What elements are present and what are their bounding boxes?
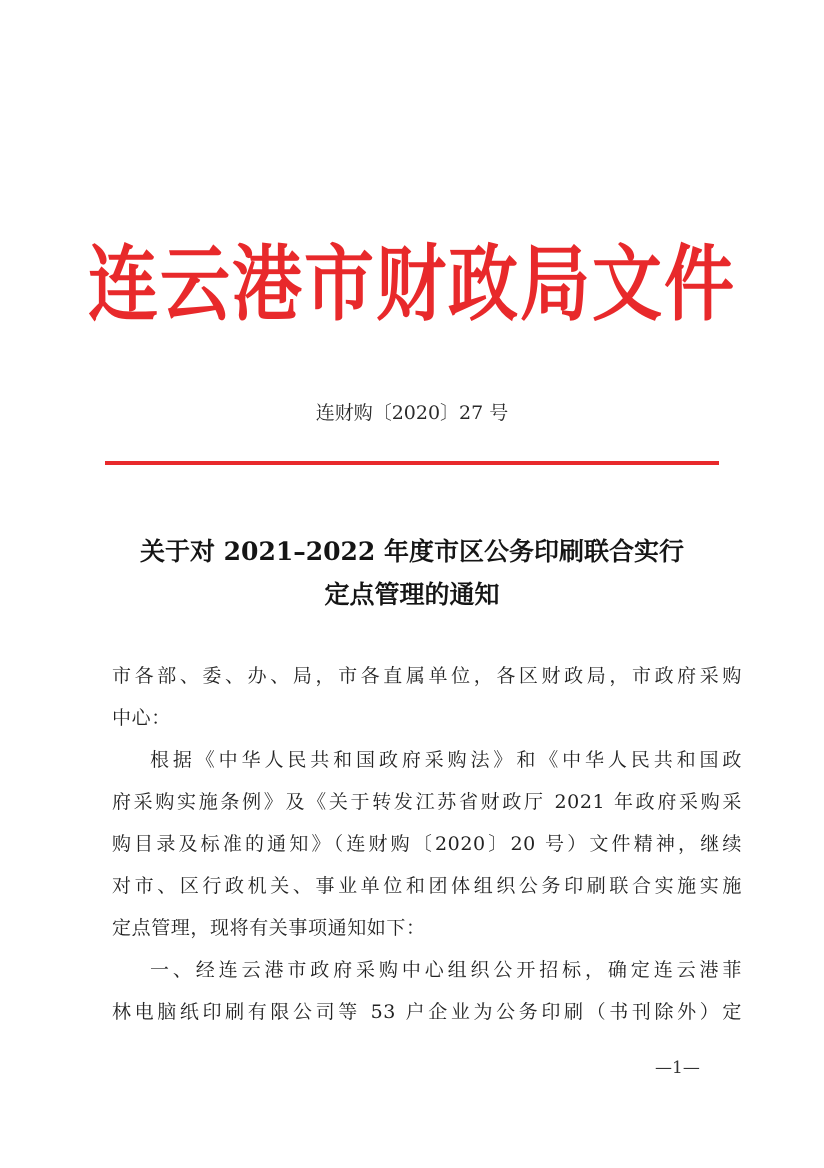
body-line: 府采购实施条例》及《关于转发江苏省财政厅 2021 年政府采购采 bbox=[112, 791, 742, 813]
page-number: —1— bbox=[655, 1058, 700, 1078]
document-body bbox=[112, 655, 742, 1033]
document-title bbox=[0, 530, 824, 616]
body-line: 中心： bbox=[112, 707, 171, 729]
document-number: 连财购〔2020〕27 号 bbox=[315, 402, 509, 424]
body-line: 对市、区行政机关、事业单位和团体组织公务印刷联合实施实施 bbox=[112, 875, 742, 897]
body-line: 购目录及标准的通知》（连财购〔2020〕20 号）文件精神，继续 bbox=[112, 833, 742, 855]
body-line: 一、经连云港市政府采购中心组织公开招标，确定连云港菲 bbox=[150, 959, 742, 981]
document-title-line-1: 关于对 2021–2022 年度市区公务印刷联合实行 bbox=[139, 537, 685, 566]
document-title-line-2: 定点管理的通知 bbox=[324, 580, 500, 609]
body-line: 根据《中华人民共和国政府采购法》和《中华人民共和国政 bbox=[150, 749, 742, 771]
issuing-authority-title: 连云港市财政局文件 bbox=[88, 234, 736, 333]
red-divider-line bbox=[105, 461, 719, 465]
body-line: 市各部、委、办、局，市各直属单位，各区财政局，市政府采购 bbox=[112, 665, 742, 687]
body-line: 林电脑纸印刷有限公司等 53 户企业为公务印刷（书刊除外）定 bbox=[112, 1001, 742, 1023]
body-line: 定点管理，现将有关事项通知如下： bbox=[112, 917, 426, 939]
